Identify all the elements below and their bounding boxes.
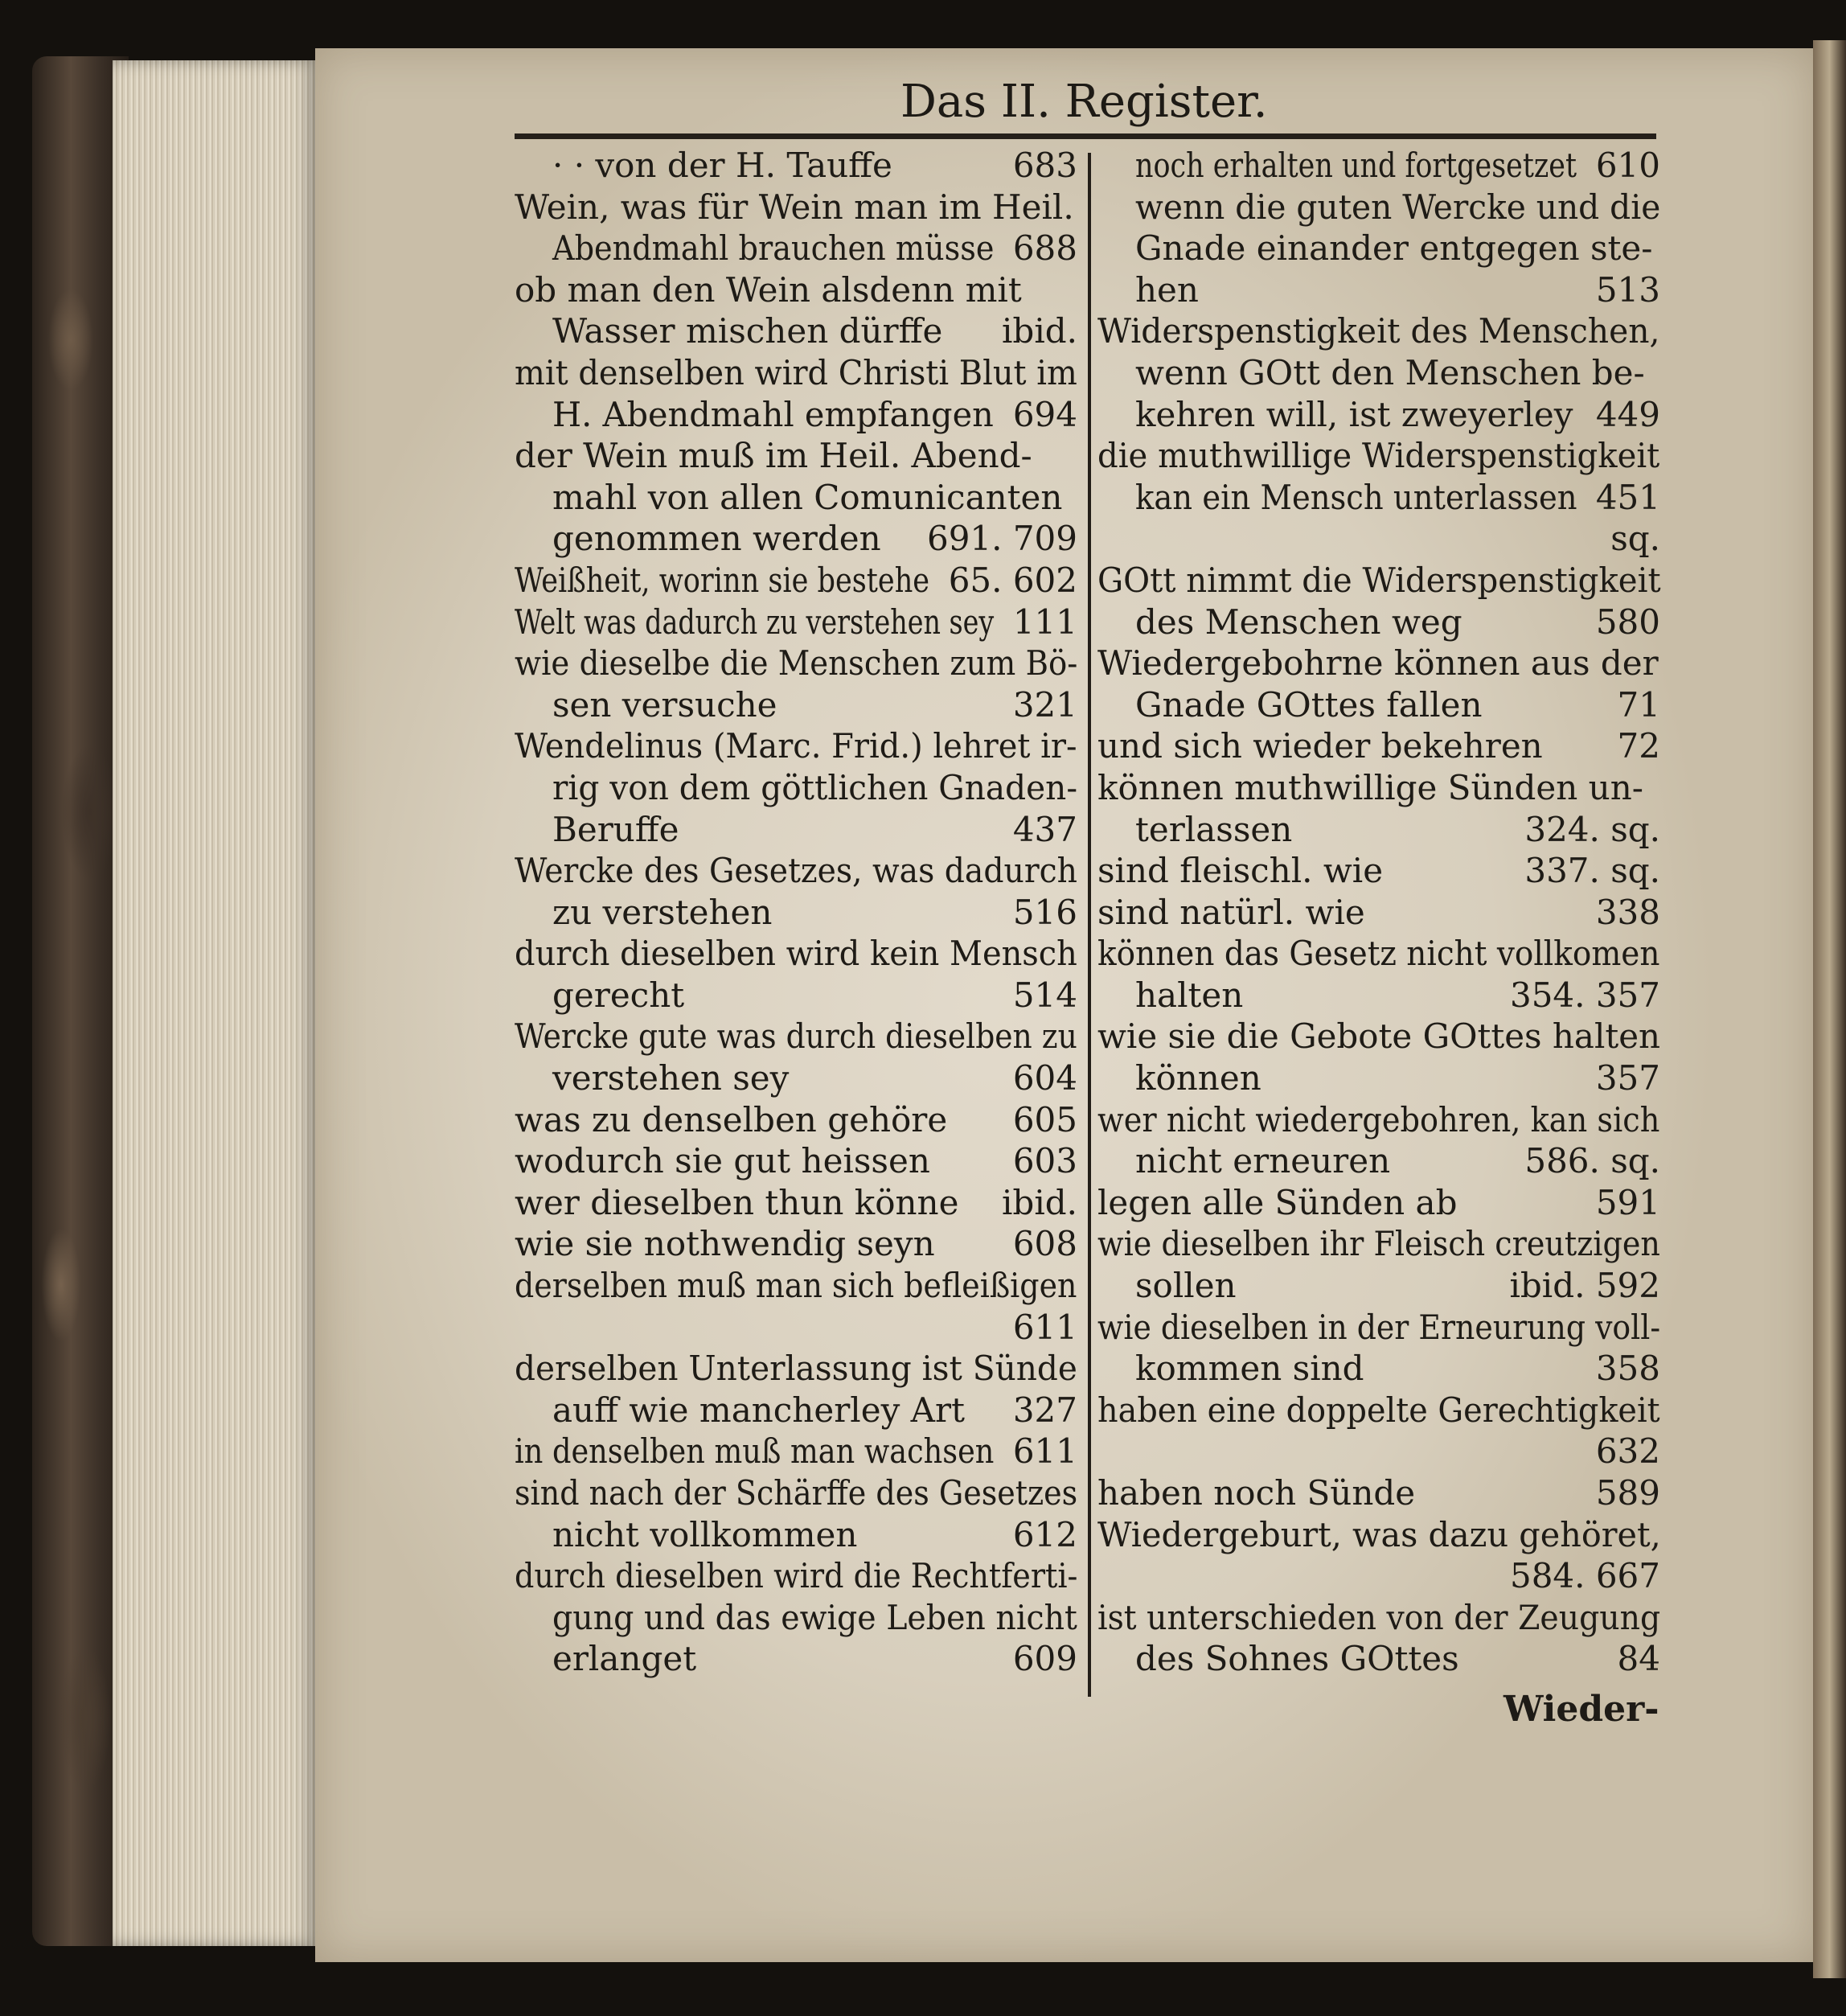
index-entry	[515, 725, 1077, 767]
index-entry	[1097, 435, 1660, 477]
entry-text: und sich wieder bekehren	[1097, 726, 1543, 766]
entry-text: des Sohnes GOttes	[1135, 1639, 1459, 1679]
entry-text: wie dieselbe die Menschen zum Bö-	[515, 643, 1078, 684]
page-reference: 608	[1012, 1224, 1077, 1264]
entry-text: wer dieselben thun könne	[515, 1182, 959, 1222]
entry-text: wie sie die Gebote GOttes halten	[1097, 1016, 1661, 1057]
index-entry	[515, 933, 1077, 975]
index-entry	[1097, 1182, 1660, 1224]
index-entry	[1097, 1265, 1660, 1307]
entry-text: haben eine doppelte Gerechtigkeit	[1097, 1390, 1660, 1430]
page-reference: 358	[1595, 1349, 1660, 1389]
page-reference: 357	[1595, 1058, 1660, 1098]
page-reference: 354. 357	[1509, 975, 1660, 1015]
entry-text: Wein, was für Wein man im Heil.	[515, 187, 1074, 227]
page-reference: 513	[1595, 269, 1660, 310]
index-entry	[1097, 394, 1660, 436]
entry-text: · · von der H. Tauffe	[552, 146, 892, 185]
index-entry	[1097, 1223, 1660, 1265]
entry-text: kan ein Mensch unterlassen	[1135, 477, 1577, 517]
entry-text: sollen	[1135, 1266, 1237, 1306]
index-entry	[515, 1390, 1077, 1431]
index-entry	[1097, 352, 1660, 394]
entry-text: Widerspenstigkeit des Menschen,	[1097, 311, 1660, 351]
header-rule	[515, 133, 1656, 139]
entry-text: sind fleischl. wie	[1097, 851, 1384, 891]
index-entry	[515, 809, 1077, 851]
index-entry	[1097, 1390, 1660, 1431]
page-reference: 451	[1595, 477, 1660, 517]
page-reference: 694	[1012, 394, 1077, 434]
page-reference: 586. sq.	[1524, 1141, 1660, 1181]
page-reference: 632	[1595, 1431, 1660, 1472]
page-edges	[113, 60, 318, 1946]
entry-text: Wiedergeburt, was dazu gehöret,	[1097, 1514, 1661, 1554]
entry-text: des Menschen weg	[1135, 602, 1462, 642]
page-reference: 72	[1617, 726, 1660, 766]
index-entry	[1097, 892, 1660, 934]
index-entry	[1097, 228, 1660, 269]
entry-text: terlassen	[1135, 809, 1293, 849]
index-entry	[515, 560, 1077, 602]
entry-text: können das Gesetz nicht vollkomen	[1097, 934, 1660, 974]
index-entry	[1097, 975, 1660, 1016]
entry-text: nicht erneuren	[1135, 1141, 1391, 1181]
index-entry	[515, 1555, 1077, 1597]
index-entry	[1097, 767, 1660, 809]
entry-text: kommen sind	[1135, 1349, 1364, 1389]
index-entry	[1097, 1307, 1660, 1349]
index-entry	[1097, 1514, 1660, 1556]
index-entry	[515, 684, 1077, 726]
index-entry	[515, 643, 1077, 684]
entry-text: gung und das ewige Leben nicht	[552, 1597, 1077, 1637]
entry-text: nicht vollkommen	[552, 1514, 858, 1554]
entry-text: verstehen sey	[552, 1058, 790, 1098]
index-entry	[515, 1348, 1077, 1390]
index-entry	[515, 187, 1077, 228]
entry-text: Wercke des Gesetzes, was dadurch	[515, 851, 1077, 891]
entry-text: halten	[1135, 975, 1244, 1015]
index-entry	[515, 1265, 1077, 1307]
index-entry	[515, 1140, 1077, 1182]
page-reference: 691. 709	[926, 519, 1077, 559]
index-entry	[1097, 850, 1660, 892]
entry-text: auff wie mancherley Art	[552, 1390, 965, 1430]
index-entry	[1097, 1555, 1660, 1597]
index-entry	[515, 767, 1077, 809]
entry-text: GOtt nimmt die Widerspenstigkeit	[1097, 560, 1661, 600]
index-entry	[515, 602, 1077, 643]
index-entry	[1097, 1431, 1660, 1472]
page-reference: 584. 667	[1509, 1556, 1660, 1596]
index-entry	[1097, 809, 1660, 851]
page-reference: 683	[1012, 146, 1077, 185]
page-reference: sq.	[1610, 519, 1660, 559]
page-reference: 580	[1595, 602, 1660, 642]
index-entry	[515, 975, 1077, 1016]
index-entry	[1097, 1638, 1660, 1680]
index-entry	[1097, 1472, 1660, 1514]
index-entry	[515, 1638, 1077, 1680]
page-reference: 591	[1595, 1182, 1660, 1222]
index-entry	[515, 518, 1077, 560]
entry-text: rig von dem göttlichen Gnaden-	[552, 767, 1078, 807]
entry-text: wodurch sie gut heissen	[515, 1141, 930, 1181]
entry-text: Wiedergebohrne können aus der	[1097, 643, 1659, 684]
entry-text: die muthwillige Widerspenstigkeit	[1097, 436, 1660, 476]
page-reference: 337. sq.	[1524, 851, 1660, 891]
page-reference: 589	[1595, 1473, 1660, 1513]
entry-text: ist unterschieden von der Zeugung	[1097, 1597, 1661, 1637]
page-reference: 437	[1012, 809, 1077, 849]
page-reference: 612	[1012, 1514, 1077, 1554]
index-entry	[1097, 187, 1660, 228]
entry-text: wenn die guten Wercke und die	[1135, 187, 1661, 227]
index-entry	[515, 1223, 1077, 1265]
index-entry	[1097, 1597, 1660, 1639]
index-entry	[515, 310, 1077, 352]
index-entry	[515, 394, 1077, 436]
page-reference: 71	[1617, 684, 1660, 725]
entry-text: H. Abendmahl empfangen	[552, 394, 994, 434]
entry-text: Gnade GOttes fallen	[1135, 684, 1483, 725]
page-reference: 603	[1012, 1141, 1077, 1181]
entry-text: legen alle Sünden ab	[1097, 1182, 1458, 1222]
page-reference: 516	[1012, 892, 1077, 932]
entry-text: in denselben muß man wachsen	[515, 1431, 995, 1472]
page-reference: 111	[1012, 602, 1077, 642]
entry-text: Wercke gute was durch dieselben zu	[515, 1016, 1077, 1057]
entry-text: wie dieselben ihr Fleisch creutzigen	[1097, 1224, 1660, 1264]
page-reference: 449	[1595, 394, 1660, 434]
entry-text: erlanget	[552, 1639, 697, 1679]
page-reference: 688	[1012, 228, 1077, 269]
page-reference: 65. 602	[948, 560, 1077, 600]
entry-text: genommen werden	[552, 519, 881, 559]
index-entry	[515, 477, 1077, 519]
index-entry	[515, 1597, 1077, 1639]
index-entry	[1097, 1016, 1660, 1057]
index-entry	[1097, 725, 1660, 767]
index-entry	[1097, 518, 1660, 560]
page-reference: ibid.	[1002, 311, 1077, 351]
entry-text: der Wein muß im Heil. Abend-	[515, 436, 1032, 476]
page-reference: 327	[1012, 1390, 1077, 1430]
page-reference: 610	[1595, 146, 1660, 185]
page-reference: 324. sq.	[1524, 809, 1660, 849]
index-entry	[515, 352, 1077, 394]
index-entry	[515, 269, 1077, 311]
index-entry	[515, 145, 1077, 187]
page-reference: ibid.	[1002, 1182, 1077, 1222]
page-reference: 604	[1012, 1058, 1077, 1098]
entry-text: können muthwillige Sünden un-	[1097, 767, 1643, 807]
index-entry	[1097, 310, 1660, 352]
entry-text: Wasser mischen dürffe	[552, 311, 943, 351]
index-entry	[515, 435, 1077, 477]
index-entry	[1097, 933, 1660, 975]
page-reference: 338	[1595, 892, 1660, 932]
entry-text: wer nicht wiedergebohren, kan sich	[1097, 1099, 1660, 1139]
index-entry	[1097, 1140, 1660, 1182]
book-gutter	[1813, 40, 1846, 1978]
index-entry	[515, 1514, 1077, 1556]
entry-text: hen	[1135, 269, 1199, 310]
entry-text: wie sie nothwendig seyn	[515, 1224, 935, 1264]
index-entry	[515, 1057, 1077, 1099]
entry-text: durch dieselben wird die Rechtferti-	[515, 1556, 1078, 1596]
entry-text: sind natürl. wie	[1097, 892, 1365, 932]
entry-text: zu verstehen	[552, 892, 773, 932]
index-entry	[1097, 1057, 1660, 1099]
entry-text: Abendmahl brauchen müsse	[552, 228, 995, 269]
index-entry	[1097, 1348, 1660, 1390]
page-reference: 321	[1012, 684, 1077, 725]
index-entry	[515, 1307, 1077, 1349]
index-entry	[515, 1099, 1077, 1141]
entry-text: ob man den Wein alsdenn mit	[515, 269, 1022, 310]
running-header: Das II. Register.	[900, 76, 1268, 128]
entry-text: mahl von allen Comunicanten	[552, 477, 1063, 517]
entry-text: gerecht	[552, 975, 685, 1015]
index-entry	[1097, 477, 1660, 519]
page-reference: ibid. 592	[1509, 1266, 1660, 1306]
index-entry	[515, 1431, 1077, 1472]
entry-text: Beruffe	[552, 809, 679, 849]
index-entry	[1097, 684, 1660, 726]
index-entry	[1097, 643, 1660, 684]
index-entry	[1097, 1099, 1660, 1141]
entry-text: Gnade einander entgegen ste-	[1135, 228, 1653, 269]
entry-text: Wendelinus (Marc. Frid.) lehret ir-	[515, 726, 1077, 766]
index-entry	[515, 1182, 1077, 1224]
entry-text: was zu denselben gehöre	[515, 1099, 948, 1139]
entry-text: Weißheit, worinn sie bestehe	[515, 560, 930, 600]
entry-text: Welt was dadurch zu verstehen sey	[515, 602, 995, 642]
index-column-left	[515, 145, 1077, 1680]
index-entry	[515, 1016, 1077, 1057]
entry-text: wie dieselben in der Erneurung voll-	[1097, 1307, 1661, 1347]
entry-text: haben noch Sünde	[1097, 1473, 1416, 1513]
entry-text: kehren will, ist zweyerley	[1135, 394, 1573, 434]
entry-text: durch dieselben wird kein Mensch	[515, 934, 1077, 974]
index-entry	[515, 228, 1077, 269]
index-entry	[1097, 560, 1660, 602]
page-reference: 611	[1012, 1431, 1077, 1472]
column-divider	[1088, 153, 1091, 1697]
page-reference: 611	[1012, 1307, 1077, 1347]
entry-text: sen versuche	[552, 684, 777, 725]
index-entry	[1097, 269, 1660, 311]
index-column-right	[1097, 145, 1660, 1680]
index-entry	[515, 850, 1077, 892]
index-entry	[1097, 145, 1660, 187]
entry-text: können	[1135, 1058, 1261, 1098]
entry-text: noch erhalten und fortgesetzet	[1135, 146, 1577, 185]
entry-text: derselben Unterlassung ist Sünde	[515, 1349, 1077, 1389]
page-reference: 609	[1012, 1639, 1077, 1679]
index-entry	[515, 1472, 1077, 1514]
entry-text: wenn GOtt den Menschen be-	[1135, 352, 1645, 392]
page-reference: 605	[1012, 1099, 1077, 1139]
page-reference: 514	[1012, 975, 1077, 1015]
entry-text: derselben muß man sich befleißigen	[515, 1266, 1077, 1306]
index-entry	[1097, 602, 1660, 643]
entry-text: sind nach der Schärffe des Gesetzes	[515, 1473, 1078, 1513]
catchword: Wieder-	[1503, 1689, 1659, 1730]
index-entry	[515, 892, 1077, 934]
page-reference: 84	[1617, 1639, 1660, 1679]
entry-text: mit denselben wird Christi Blut im	[515, 352, 1077, 392]
